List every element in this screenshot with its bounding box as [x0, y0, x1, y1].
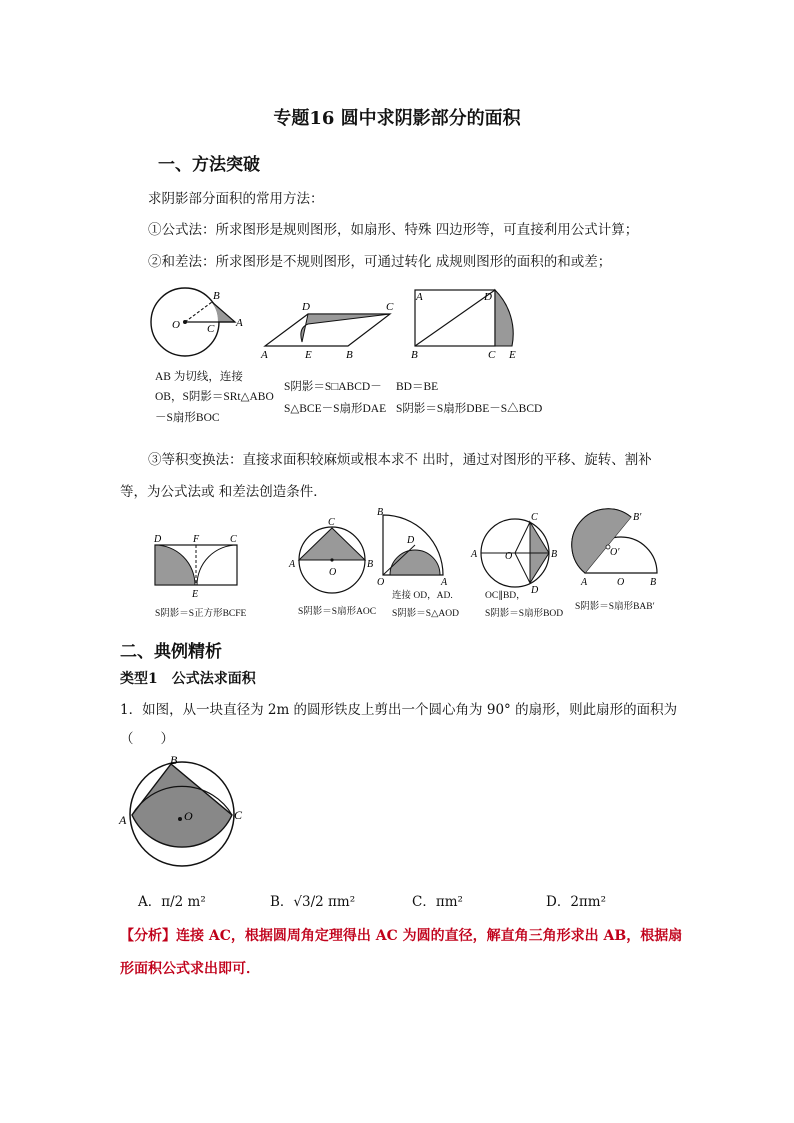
type-heading: 类型1 公式法求面积 — [120, 671, 256, 687]
svg-text:B′: B′ — [633, 512, 642, 523]
page-title: 专题16 圆中求阴影部分的面积 — [273, 108, 521, 129]
svg-text:A: A — [581, 577, 588, 588]
caption-quarter-2: S阴影＝S△AOD — [392, 609, 459, 619]
svg-text:C: C — [531, 512, 538, 523]
question-line2: （ ） — [120, 731, 174, 747]
analysis-line1: 【分析】连接 AC，根据圆周角定理得出 AC 为圆的直径，解直角三角形求出 AB，根据扇 — [120, 928, 683, 944]
question-line1: 1．如图，从一块直径为 2m 的圆形铁皮上剪出一个圆心角为 90° 的扇形，则此扇形的面积为 — [120, 702, 678, 718]
option-d[interactable]: D．2πm² — [546, 894, 606, 910]
svg-text:A: A — [289, 559, 296, 570]
svg-text:D: D — [484, 291, 492, 303]
caption-tangent-1: AB 为切线，连接 — [155, 371, 243, 383]
caption-rotated: S阴影＝S扇形BAB′ — [575, 602, 655, 612]
figure-quarter-semicircle — [377, 507, 448, 588]
method-equal-area-line1: ③等积变换法：直接求面积较麻烦或根本求不 出时，通过对图形的平移、旋转、割补 — [148, 452, 652, 468]
svg-text:O: O — [617, 577, 625, 588]
svg-text:B: B — [551, 549, 558, 560]
figure-row-2 — [145, 505, 665, 600]
svg-text:D: D — [154, 534, 162, 545]
section-heading-methods: 一、方法突破 — [158, 155, 260, 175]
svg-text:B: B — [377, 507, 384, 518]
svg-text:B: B — [346, 349, 353, 361]
svg-text:O: O — [377, 577, 385, 588]
caption-quarter-1: 连接 OD，AD. — [392, 591, 453, 601]
figure-row-1 — [140, 280, 540, 370]
svg-text:B: B — [650, 577, 657, 588]
svg-text:C: C — [328, 517, 335, 528]
intro-text: 求阴影部分面积的常用方法： — [148, 191, 324, 207]
caption-tangent-3: －S扇形BOC — [155, 412, 220, 424]
figure-circle-triangle — [288, 517, 373, 593]
figure-tangent-circle — [151, 288, 243, 356]
section-heading-examples: 二、典例精析 — [120, 642, 222, 662]
method-equal-area-line2: 等，为公式法或 和差法创造条件． — [120, 484, 327, 500]
figure-parallelogram — [260, 301, 394, 361]
svg-text:A: A — [471, 549, 478, 560]
caption-parallelogram-1: S阴影＝S□ABCD－ — [284, 381, 382, 393]
svg-text:C: C — [234, 808, 243, 822]
svg-text:B: B — [213, 290, 220, 302]
svg-text:C: C — [386, 301, 394, 313]
question-figure — [115, 752, 255, 872]
method-sum-diff-text: ②和差法：所求图形是不规则图形，可通过转化 成规则图形的面积的和或差； — [148, 254, 612, 270]
svg-text:D: D — [531, 585, 539, 596]
figure-rectangle-sector — [411, 290, 516, 361]
svg-text:C: C — [207, 323, 215, 335]
svg-text:B: B — [367, 559, 374, 570]
svg-text:E: E — [509, 349, 516, 361]
svg-text:A: A — [416, 291, 423, 303]
option-b[interactable]: B．√3/2 πm² — [270, 894, 356, 910]
caption-rhombus-1: OC∥BD， — [485, 591, 526, 601]
svg-text:A: A — [119, 813, 127, 827]
svg-text:O: O — [184, 809, 193, 823]
svg-text:O: O — [329, 567, 337, 578]
svg-text:E: E — [192, 589, 199, 600]
caption-parallelogram-2: S△BCE－S扇形DAE — [284, 403, 387, 415]
figure-rotated-semicircle — [572, 509, 657, 588]
option-a[interactable]: A．π/2 m² — [138, 894, 206, 910]
caption-tangent-2: OB，S阴影＝SRt△ABO — [155, 391, 274, 403]
svg-text:B: B — [170, 753, 178, 767]
svg-text:A: A — [261, 349, 268, 361]
svg-text:O: O — [172, 319, 180, 331]
svg-text:O: O — [505, 551, 513, 562]
figure-square-arcs — [153, 534, 237, 600]
svg-text:O′: O′ — [610, 547, 620, 558]
figure-circle-rhombus — [470, 512, 557, 596]
caption-square: S阴影＝S正方形BCFE — [155, 609, 247, 619]
svg-text:B: B — [411, 349, 418, 361]
svg-text:C: C — [488, 349, 496, 361]
analysis-line2: 形面积公式求出即可． — [120, 961, 260, 977]
caption-rectangle-1: BD＝BE — [396, 381, 439, 393]
method-formula-text: ①公式法：所求图形是规则图形，如扇形、特殊 四边形等，可直接利用公式计算； — [148, 222, 639, 238]
caption-rhombus-2: S阴影＝S扇形BOD — [485, 609, 564, 619]
svg-text:D: D — [407, 535, 415, 546]
caption-rectangle-2: S阴影＝S扇形DBE－S△BCD — [396, 403, 543, 415]
svg-text:A: A — [441, 577, 448, 588]
svg-text:E: E — [305, 349, 312, 361]
svg-text:D: D — [302, 301, 310, 313]
caption-circle-triangle: S阴影＝S扇形AOC — [298, 607, 377, 617]
option-c[interactable]: C．πm² — [412, 894, 463, 910]
svg-text:A: A — [236, 317, 243, 329]
svg-text:F: F — [193, 534, 200, 545]
svg-text:C: C — [230, 534, 237, 545]
